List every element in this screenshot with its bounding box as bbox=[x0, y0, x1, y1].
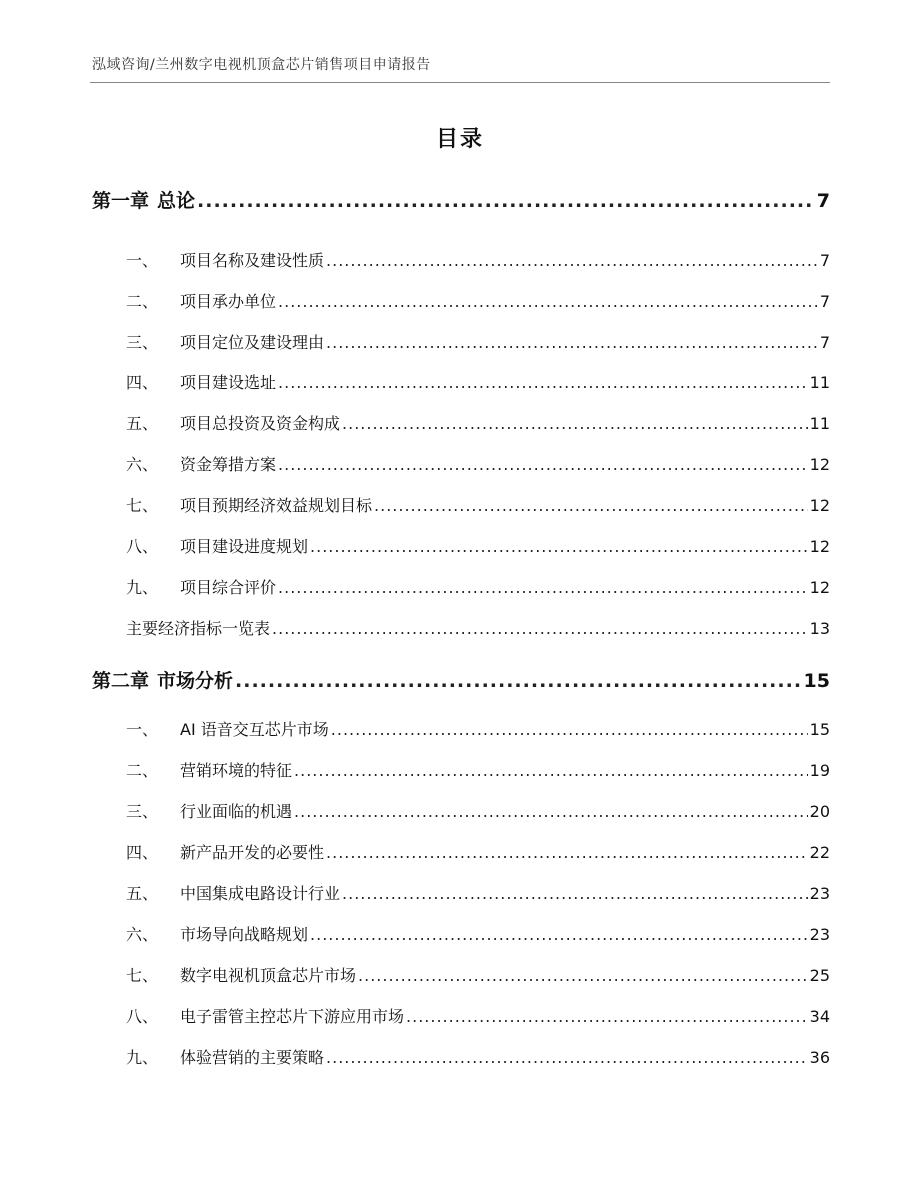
toc-title: 目录 bbox=[435, 127, 484, 152]
toc-dot-leader bbox=[342, 884, 808, 903]
toc-entry-number: 二、 bbox=[126, 292, 159, 311]
toc-entry-text: 总论 bbox=[157, 190, 196, 212]
toc-section-entry[interactable] bbox=[92, 289, 830, 312]
toc-dot-leader bbox=[294, 761, 808, 780]
toc-page-number: 22 bbox=[809, 843, 830, 862]
toc-entry-text: 项目综合评价 bbox=[180, 578, 277, 597]
toc-dot-leader bbox=[326, 251, 818, 270]
toc-entry-label bbox=[92, 1004, 404, 1027]
running-header: 泓域咨询/兰州数字电视机顶盒芯片销售项目申请报告 bbox=[92, 57, 431, 73]
toc-dot-leader bbox=[278, 373, 808, 392]
toc-entry-label bbox=[92, 452, 276, 475]
toc-entry-text: 项目预期经济效益规划目标 bbox=[180, 496, 373, 515]
toc-page-number: 20 bbox=[809, 802, 830, 821]
toc-entry-number: 八、 bbox=[126, 1007, 159, 1026]
toc-section-entry[interactable] bbox=[92, 717, 830, 740]
toc-entry-label bbox=[92, 881, 340, 904]
toc-entry-label bbox=[92, 289, 276, 312]
toc-entry-label bbox=[92, 248, 324, 271]
toc-section-entry[interactable] bbox=[92, 330, 830, 353]
toc-entry-number: 七、 bbox=[126, 496, 159, 515]
toc-dot-leader bbox=[326, 1048, 808, 1067]
toc-entry-number: 一、 bbox=[126, 720, 159, 739]
toc-page-number: 12 bbox=[809, 578, 830, 597]
toc-section-entry[interactable] bbox=[92, 575, 830, 598]
toc-section-entry[interactable] bbox=[92, 493, 830, 516]
toc-chapter-entry[interactable] bbox=[92, 666, 830, 693]
toc-page-number: 23 bbox=[809, 884, 830, 903]
toc-entry-label bbox=[92, 717, 329, 740]
toc-dot-leader bbox=[278, 578, 808, 597]
toc-page-number: 7 bbox=[819, 292, 830, 311]
toc-dot-leader bbox=[326, 333, 818, 352]
toc-section-entry[interactable] bbox=[92, 922, 830, 945]
toc-entry-number: 三、 bbox=[126, 333, 159, 352]
toc-section-entry[interactable] bbox=[92, 534, 830, 557]
toc-entry-number: 一、 bbox=[126, 251, 159, 270]
toc-page-number: 36 bbox=[809, 1048, 830, 1067]
toc-entry-label bbox=[92, 575, 276, 598]
toc-page-number: 13 bbox=[809, 619, 830, 638]
toc-page-number: 11 bbox=[809, 373, 830, 392]
toc-section-entry[interactable] bbox=[92, 248, 830, 271]
toc-entry-label bbox=[92, 186, 195, 213]
toc-entry-number: 第二章 bbox=[92, 670, 150, 692]
toc-entry-text: 行业面临的机遇 bbox=[180, 802, 293, 821]
toc-chapter-entry[interactable] bbox=[92, 186, 830, 213]
toc-dot-leader bbox=[278, 455, 808, 474]
toc-entry-text: 项目建设选址 bbox=[180, 373, 277, 392]
toc-entry-number: 七、 bbox=[126, 966, 159, 985]
toc-page-number: 12 bbox=[809, 537, 830, 556]
toc-page-number: 7 bbox=[819, 251, 830, 270]
toc-page-number: 19 bbox=[809, 761, 830, 780]
toc-section-entry[interactable] bbox=[92, 840, 830, 863]
toc-entry-label bbox=[92, 799, 292, 822]
toc-entry-text: AI 语音交互芯片市场 bbox=[180, 720, 329, 739]
toc-page-number: 11 bbox=[809, 414, 830, 433]
toc-dot-leader bbox=[331, 720, 808, 739]
toc-dot-leader bbox=[374, 496, 808, 515]
toc-section-entry[interactable] bbox=[92, 452, 830, 475]
toc-entry-label bbox=[92, 1045, 324, 1068]
toc-section-entry[interactable] bbox=[92, 616, 830, 639]
toc-dot-leader bbox=[326, 843, 808, 862]
toc-section-entry[interactable] bbox=[92, 799, 830, 822]
toc-entry-text: 项目建设进度规划 bbox=[180, 537, 309, 556]
toc-entry-text: 资金筹措方案 bbox=[180, 455, 277, 474]
toc-entry-number: 九、 bbox=[126, 578, 159, 597]
toc-entry-label bbox=[92, 616, 270, 639]
toc-entry-number: 六、 bbox=[126, 925, 159, 944]
toc-entry-text: 新产品开发的必要性 bbox=[180, 843, 325, 862]
toc-entry-number: 三、 bbox=[126, 802, 159, 821]
toc-entry-label bbox=[92, 758, 292, 781]
toc-entry-text: 营销环境的特征 bbox=[180, 761, 293, 780]
toc-dot-leader bbox=[358, 966, 808, 985]
toc-page-number: 15 bbox=[809, 720, 830, 739]
toc-entry-text: 电子雷管主控芯片下游应用市场 bbox=[180, 1007, 405, 1026]
toc-entry-number: 四、 bbox=[126, 373, 159, 392]
toc-page-number: 15 bbox=[803, 670, 830, 692]
toc-section-entry[interactable] bbox=[92, 881, 830, 904]
toc-page-number: 7 bbox=[819, 333, 830, 352]
toc-entry-label bbox=[92, 534, 308, 557]
toc-entry-text: 项目总投资及资金构成 bbox=[180, 414, 341, 433]
toc-dot-leader bbox=[278, 292, 818, 311]
toc-entry-number: 五、 bbox=[126, 414, 159, 433]
toc-page-number: 23 bbox=[809, 925, 830, 944]
toc-dot-leader bbox=[235, 670, 802, 692]
toc-section-entry[interactable] bbox=[92, 1004, 830, 1027]
toc-dot-leader bbox=[294, 802, 808, 821]
toc-entry-label bbox=[92, 411, 340, 434]
toc-section-entry[interactable] bbox=[92, 758, 830, 781]
toc-page-number: 7 bbox=[816, 190, 830, 212]
toc-entry-text: 市场导向战略规划 bbox=[180, 925, 309, 944]
toc-entry-number: 九、 bbox=[126, 1048, 159, 1067]
toc-entry-number: 五、 bbox=[126, 884, 159, 903]
toc-entry-text: 体验营销的主要策略 bbox=[180, 1048, 325, 1067]
toc-page-number: 25 bbox=[809, 966, 830, 985]
toc-dot-leader bbox=[310, 537, 808, 556]
toc-entry-number: 第一章 bbox=[92, 190, 150, 212]
toc-entry-label bbox=[92, 330, 324, 353]
toc-entry-label bbox=[92, 963, 356, 986]
toc-entry-text: 数字电视机顶盒芯片市场 bbox=[180, 966, 357, 985]
header-divider bbox=[90, 82, 830, 83]
toc-dot-leader bbox=[342, 414, 808, 433]
toc-entry-label bbox=[92, 493, 372, 516]
toc-entry-text: 主要经济指标一览表 bbox=[126, 619, 271, 638]
toc-entry-number: 四、 bbox=[126, 843, 159, 862]
toc-section-entry[interactable] bbox=[92, 411, 830, 434]
toc-page-number: 12 bbox=[809, 455, 830, 474]
toc-page-number: 12 bbox=[809, 496, 830, 515]
toc-entry-label bbox=[92, 666, 233, 693]
toc-section-entry[interactable] bbox=[92, 1045, 830, 1068]
toc-entry-number: 二、 bbox=[126, 761, 159, 780]
toc-dot-leader bbox=[406, 1007, 808, 1026]
toc-dot-leader bbox=[197, 190, 815, 212]
toc-entry-text: 市场分析 bbox=[157, 670, 234, 692]
toc-section-entry[interactable] bbox=[92, 370, 830, 393]
toc-entry-label bbox=[92, 370, 276, 393]
toc-entry-text: 项目名称及建设性质 bbox=[180, 251, 325, 270]
toc-dot-leader bbox=[272, 619, 808, 638]
toc-entry-text: 项目承办单位 bbox=[180, 292, 277, 311]
toc-page-number: 34 bbox=[809, 1007, 830, 1026]
toc-entry-label bbox=[92, 922, 308, 945]
toc-entry-number: 六、 bbox=[126, 455, 159, 474]
toc-entry-text: 中国集成电路设计行业 bbox=[180, 884, 341, 903]
toc-dot-leader bbox=[310, 925, 808, 944]
toc-entry-label bbox=[92, 840, 324, 863]
toc-entry-number: 八、 bbox=[126, 537, 159, 556]
toc-section-entry[interactable] bbox=[92, 963, 830, 986]
toc-entry-text: 项目定位及建设理由 bbox=[180, 333, 325, 352]
